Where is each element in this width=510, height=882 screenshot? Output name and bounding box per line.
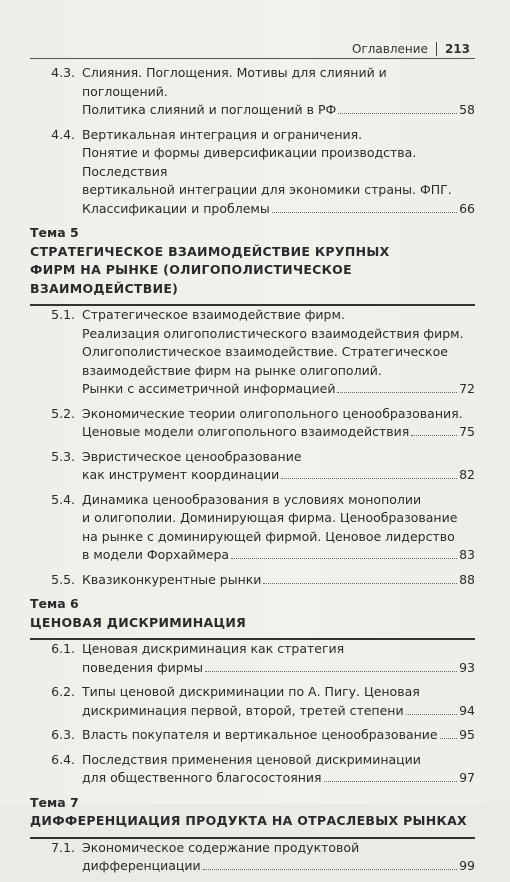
entry-page-number: 93 — [459, 659, 475, 675]
entry-number: 6.1. — [51, 641, 75, 656]
entry-page-number: 82 — [459, 467, 475, 482]
entry-number: 5.2. — [51, 405, 75, 421]
entry-line: дифференциации — [82, 858, 201, 873]
toc-entry[interactable] — [30, 448, 475, 485]
entry-number: 5.5. — [51, 571, 75, 587]
entry-last-line — [82, 546, 475, 565]
topic-label: Тема 5 — [30, 225, 79, 240]
toc-entry[interactable] — [30, 64, 475, 120]
toc-entry[interactable] — [30, 491, 475, 565]
leader-dots — [203, 869, 457, 870]
toc-entry[interactable] — [30, 726, 475, 745]
entry-number: 5.4. — [51, 491, 75, 507]
entry-line: как инструмент координации — [82, 467, 280, 482]
entry-body — [82, 126, 475, 219]
entry-line: Квазиконкурентные рынки — [82, 571, 262, 587]
leader-dots — [272, 212, 457, 213]
entry-line: дискриминация первой, второй, третей степени — [82, 702, 404, 718]
entry-body — [82, 683, 475, 720]
entry-last-line — [82, 726, 475, 745]
entry-line: для общественного благосостояния — [82, 770, 322, 785]
entry-body — [82, 491, 475, 565]
entry-number: 6.4. — [51, 751, 75, 767]
toc-entry[interactable] — [30, 571, 475, 590]
entry-page-number: 72 — [459, 381, 475, 396]
entry-line: Вертикальная интеграция и ограничения. — [82, 126, 363, 142]
entry-last-line — [82, 702, 475, 721]
leader-dots — [205, 671, 457, 672]
topic-title-line: ЦЕНОВАЯ ДИСКРИМИНАЦИЯ — [30, 614, 247, 630]
entry-line: вертикальной интеграции для экономики страны. ФПГ. — [82, 182, 452, 197]
entry-line: Понятие и формы диверсификации производства. Последствия — [82, 145, 417, 179]
topic-title-line: СТРАТЕГИЧЕСКОЕ ВЗАИМОДЕЙСТВИЕ КРУПНЫХ — [30, 243, 390, 259]
entry-body — [82, 839, 475, 876]
table-of-contents — [30, 64, 475, 882]
toc-entry[interactable] — [30, 839, 475, 876]
entry-page-number: 94 — [459, 702, 475, 718]
header-section: Оглавление — [352, 42, 428, 56]
entry-last-line — [82, 101, 475, 120]
leader-dots — [411, 435, 457, 436]
entry-page-number: 97 — [459, 770, 475, 785]
entry-last-line — [82, 466, 475, 485]
header-page-number: 213 — [444, 42, 470, 56]
entry-line: поведения фирмы — [82, 659, 204, 675]
entry-page-number: 83 — [459, 547, 475, 562]
leader-dots — [324, 781, 458, 782]
entry-line: Слияния. Поглощения. Мотивы для слияний и поглощений. — [82, 65, 387, 99]
entry-line: на рынке с доминирующей фирмой. Ценовое лидерство — [82, 528, 455, 544]
entry-body — [82, 726, 475, 745]
entry-body — [82, 405, 475, 442]
entry-body — [82, 448, 475, 485]
leader-dots — [263, 583, 457, 584]
leader-dots — [337, 392, 457, 393]
entry-line: Власть покупателя и вертикальное ценообразование — [82, 727, 438, 742]
header-rule — [30, 58, 475, 59]
header-separator — [436, 42, 437, 56]
toc-entry[interactable] — [30, 751, 475, 788]
entry-line: Ценовая дискриминация как стратегия — [82, 641, 345, 656]
entry-body — [82, 640, 475, 677]
entry-body — [82, 64, 475, 120]
entry-line: взаимодействие фирм на рынке олигополий. — [82, 362, 382, 378]
entry-number: 6.3. — [51, 727, 75, 742]
entry-line: Типы ценовой дискриминации по А. Пигу. Ценовая — [82, 684, 420, 699]
topic-title-line: ФИРМ НА РЫНКЕ (ОЛИГОПОЛИСТИЧЕСКОЕ — [30, 262, 352, 277]
entry-line: Олигополистическое взаимодействие. Стратегическое — [82, 344, 448, 359]
entry-line: Рынки с ассиметричной информацией — [82, 381, 336, 396]
entry-line: в модели Форхаймера — [82, 547, 230, 562]
entry-last-line — [82, 200, 475, 219]
leader-dots — [231, 558, 457, 559]
leader-dots — [338, 113, 457, 114]
entry-line: Динамика ценообразования в условиях монополии — [82, 491, 422, 507]
topic-title-line: ВЗАИМОДЕЙСТВИЕ) — [30, 280, 179, 296]
entry-page-number: 88 — [459, 571, 475, 587]
entry-page-number: 99 — [459, 858, 475, 873]
toc-entry[interactable] — [30, 405, 475, 442]
toc-entry[interactable] — [30, 640, 475, 677]
toc-entry[interactable] — [30, 683, 475, 720]
running-header — [352, 42, 470, 56]
entry-body — [82, 571, 475, 590]
entry-line: Ценовые модели олигопольного взаимодействия — [82, 424, 410, 439]
leader-dots — [440, 738, 457, 739]
entry-page-number: 75 — [459, 424, 475, 439]
entry-last-line — [82, 380, 475, 399]
entry-line: Экономические теории олигопольного ценообразования. — [82, 405, 463, 421]
topic-title — [30, 243, 475, 299]
topic-title-line: ДИФФЕРЕНЦИАЦИЯ ПРОДУКТА НА ОТРАСЛЕВЫХ РЫНКАХ — [30, 813, 467, 828]
topic-label: Тема 7 — [30, 794, 79, 810]
leader-dots — [406, 714, 458, 715]
entry-line: и олигополии. Доминирующая фирма. Ценообразование — [82, 510, 458, 525]
entry-body — [82, 751, 475, 788]
entry-line: Классификации и проблемы — [82, 200, 270, 216]
entry-line: Политика слияний и поглощений в РФ — [82, 102, 337, 117]
entry-number: 5.3. — [51, 448, 75, 464]
entry-number: 5.1. — [51, 307, 75, 322]
entry-number: 4.3. — [51, 65, 75, 80]
entry-number: 4.4. — [51, 126, 75, 142]
entry-page-number: 66 — [459, 200, 475, 216]
entry-last-line — [82, 769, 475, 788]
entry-number: 7.1. — [51, 839, 75, 855]
entry-last-line — [82, 659, 475, 678]
topic-title — [30, 614, 475, 633]
entry-line: Экономическое содержание продуктовой — [82, 839, 360, 855]
entry-line: Последствия применения ценовой дискриминации — [82, 751, 421, 767]
entry-number: 6.2. — [51, 684, 75, 699]
toc-entry[interactable] — [30, 306, 475, 399]
entry-last-line — [82, 423, 475, 442]
entry-page-number: 95 — [459, 727, 475, 742]
toc-entry[interactable] — [30, 126, 475, 219]
entry-line: Реализация олигополистического взаимодействия фирм. — [82, 325, 464, 341]
entry-line: Эвристическое ценообразование — [82, 448, 302, 464]
topic-title — [30, 812, 475, 831]
entry-page-number: 58 — [459, 102, 475, 117]
entry-last-line — [82, 571, 475, 590]
entry-last-line — [82, 857, 475, 876]
entry-body — [82, 306, 475, 399]
leader-dots — [281, 478, 457, 479]
entry-line: Стратегическое взаимодействие фирм. — [82, 307, 345, 322]
topic-label: Тема 6 — [30, 596, 79, 611]
